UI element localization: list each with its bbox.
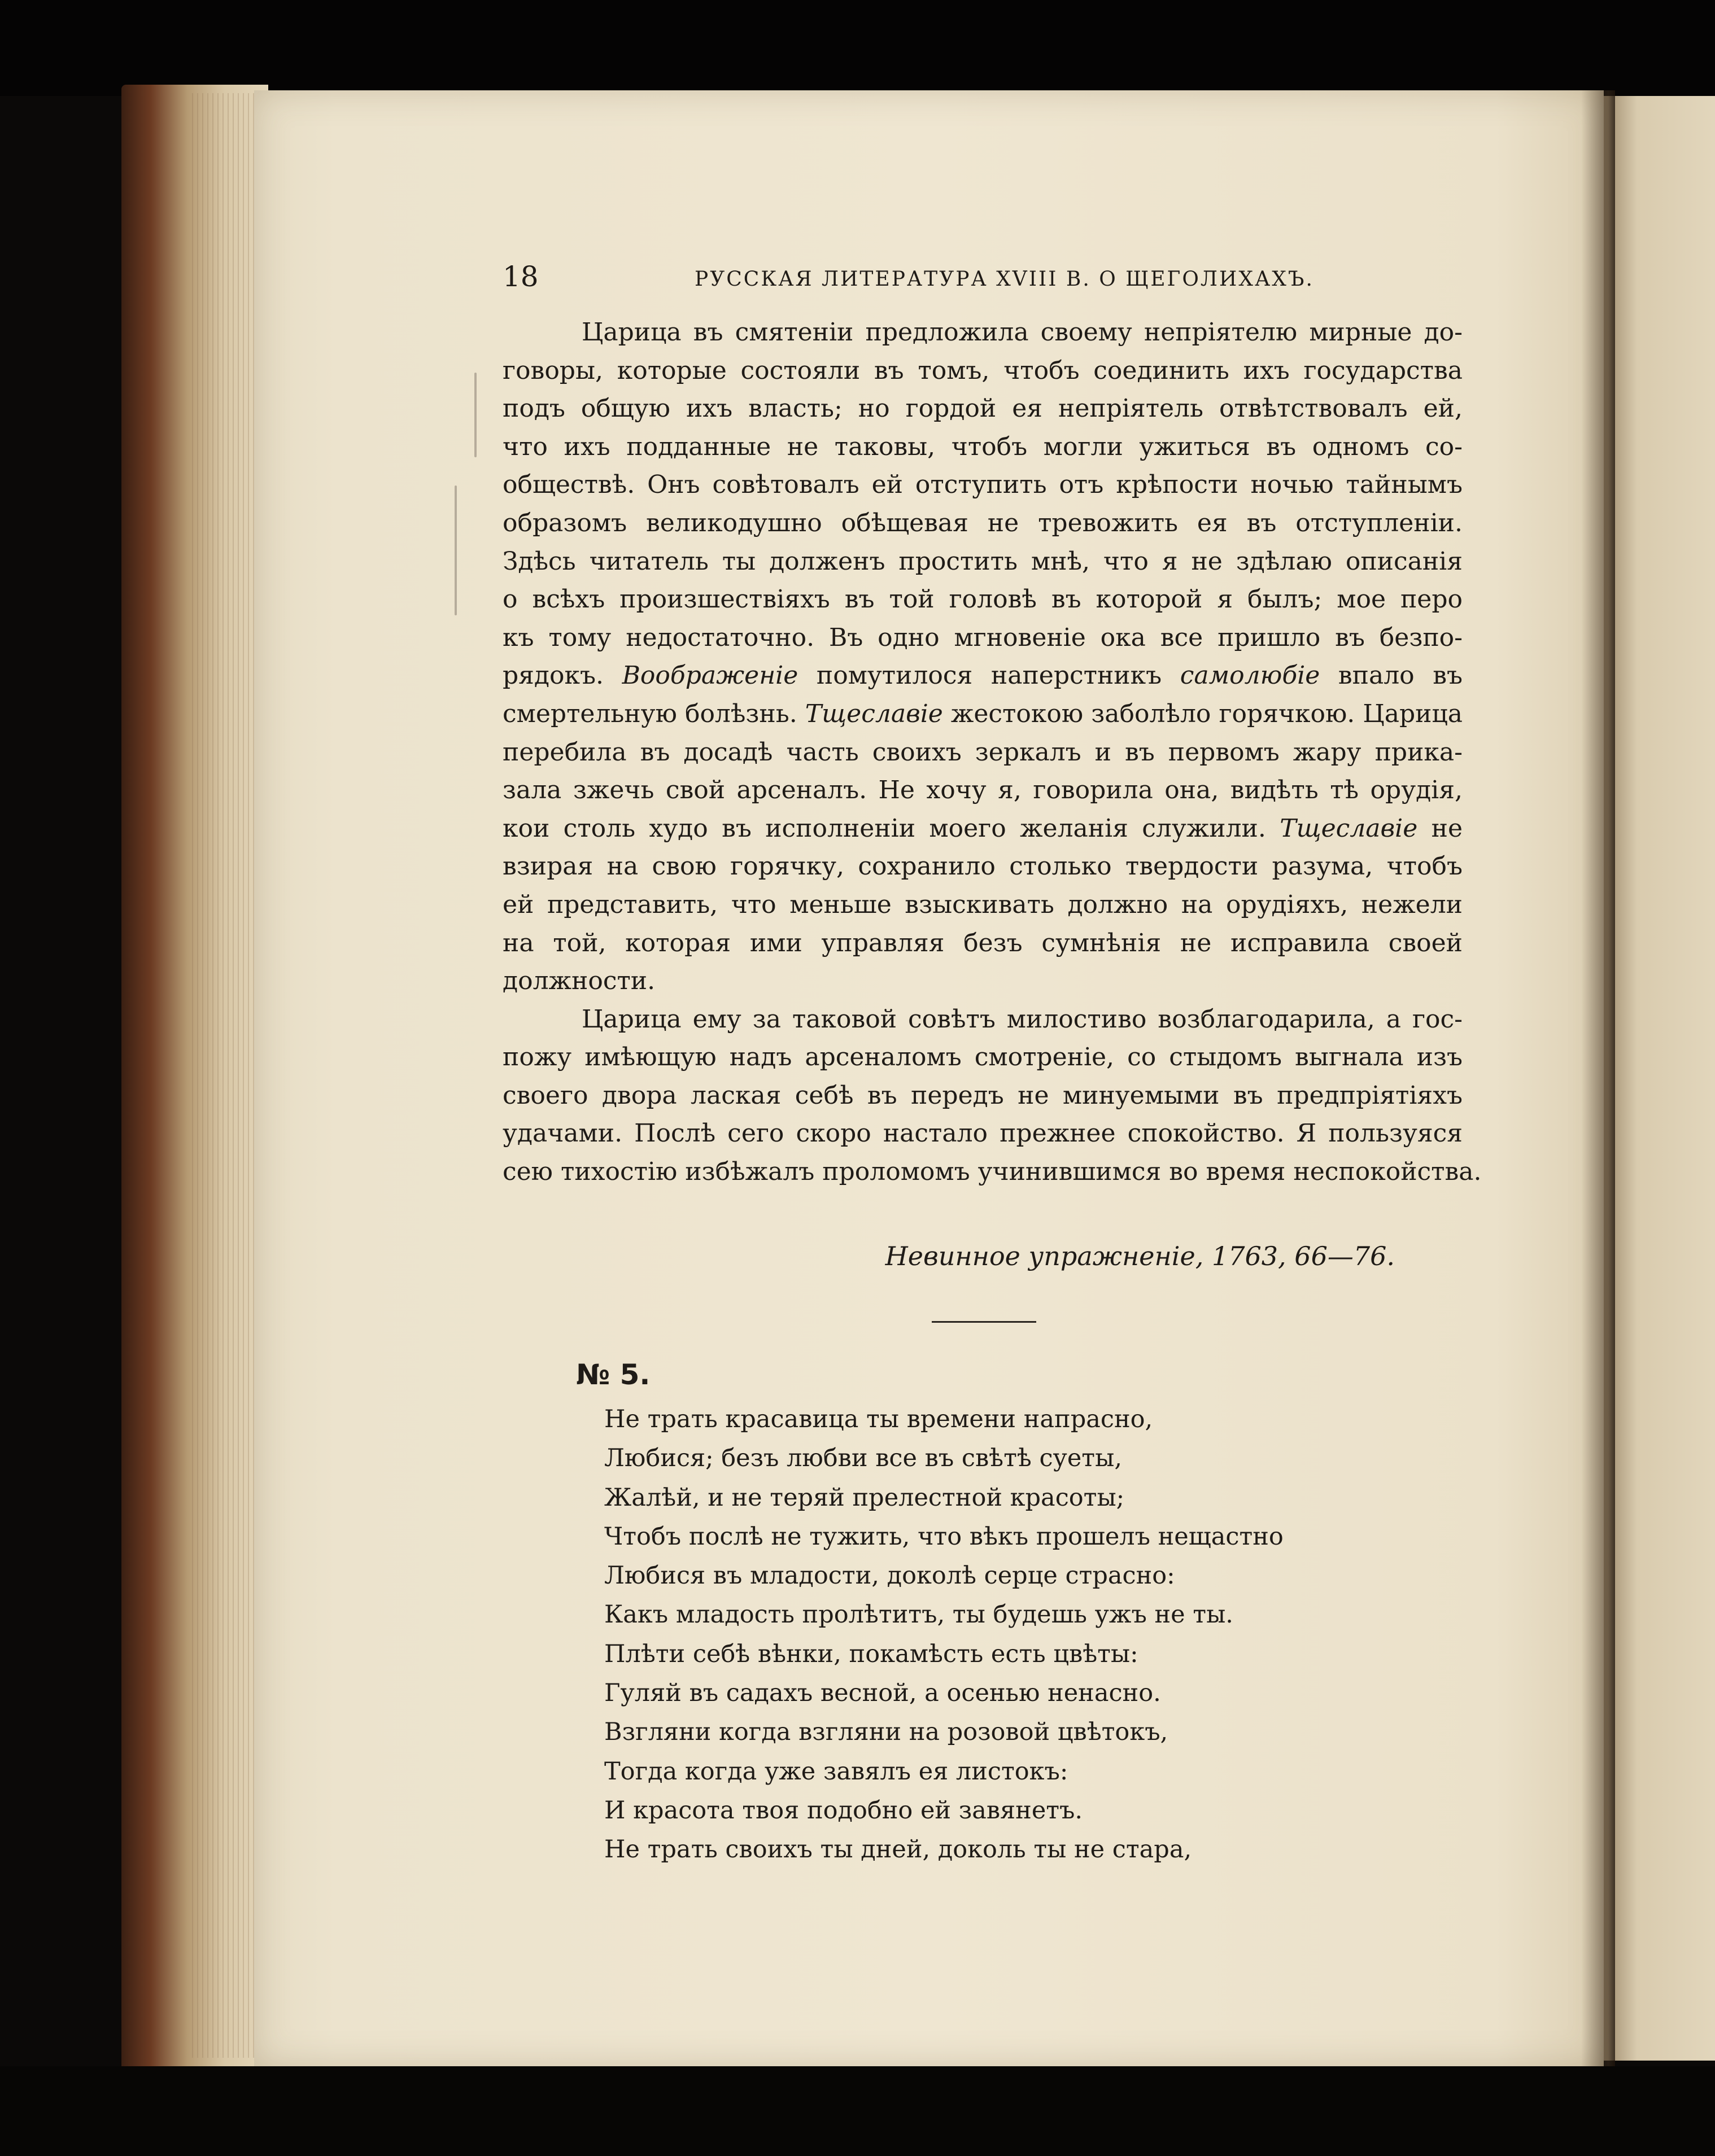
verse-line: Какъ младость пролѣтитъ, ты будешь ужъ не ты. [604, 1600, 1233, 1629]
text-line [503, 695, 1463, 733]
text-line: зала зжечь свой арсеналъ. Не хочу я, говорила она, видѣть тѣ орудія, [503, 776, 1463, 805]
text-line: говоры, которые состояли въ томъ, чтобъ соединить ихъ государства [503, 356, 1463, 385]
verse-line: Не трать своихъ ты дней, доколь ты не стара, [604, 1835, 1192, 1864]
text-line: обществѣ. Онъ совѣтовалъ ей отступить отъ крѣпости ночью тайнымъ [503, 470, 1463, 500]
verse-line: Любися; безъ любви все въ свѣтѣ суеты, [604, 1444, 1122, 1473]
text-line: должности. [503, 967, 656, 996]
prose-text [503, 313, 1482, 1191]
verse-line: Плѣти себѣ вѣнки, покамѣсть есть цвѣты: [604, 1639, 1138, 1668]
italic-term: самолюбіе [1180, 661, 1320, 690]
text-line: взирая на свою горячку, сохранило столько твердости разума, чтобъ [503, 852, 1463, 881]
text-run: смертельную болѣзнь. [503, 699, 805, 728]
pencil-mark [474, 373, 477, 457]
dark-backdrop [0, 0, 1715, 96]
text-line: на той, которая ими управляя безъ сумнѣнія не исправила своей [503, 928, 1463, 957]
italic-term: Тщеславіе [1280, 814, 1418, 843]
text-run: рядокъ. [503, 661, 622, 690]
dark-backdrop-bottom [0, 2066, 1715, 2156]
pencil-mark [455, 486, 457, 615]
text-run: впало въ [1320, 661, 1463, 690]
text-line: образомъ великодушно обѣщевая не тревожить ея въ отступленіи. [503, 508, 1463, 537]
text-run: помутилося наперстникъ [798, 661, 1180, 690]
text-line [503, 810, 1463, 848]
verse-line: Взгляни когда взгляни на розовой цвѣтокъ, [604, 1718, 1168, 1747]
verse-line: И красота твоя подобно ей завянетъ. [604, 1796, 1083, 1825]
page-number: 18 [503, 260, 539, 293]
text-line: своего двора лаская себѣ въ передъ не минуемыми въ предпріятіяхъ [503, 1081, 1463, 1110]
section-divider [932, 1321, 1036, 1323]
verse-line: Чтобъ послѣ не тужить, что вѣкъ прошелъ нещастно [604, 1522, 1284, 1551]
text-run: жестокою заболѣло горячкою. Царица [942, 699, 1463, 728]
facing-page-edge [1604, 96, 1715, 2061]
verse-line: Жалѣй, и не теряй прелестной красоты; [604, 1483, 1125, 1512]
text-line: что ихъ подданные не таковы, чтобъ могли ужиться въ одномъ со- [503, 432, 1463, 461]
running-title: РУССКАЯ ЛИТЕРАТУРА XVIII В. О ЩЕГОЛИХАХЪ. [695, 268, 1314, 291]
text-line: ей представить, что меньше взыскивать должно на орудіяхъ, нежели [503, 890, 1463, 919]
gutter-shadow [1581, 90, 1615, 2066]
text-line: о всѣхъ произшествіяхъ въ той головѣ въ которой я былъ; мое перо [503, 585, 1463, 614]
text-line: перебила въ досадѣ часть своихъ зеркалъ и въ первомъ жару прика- [503, 737, 1463, 767]
verse-line: Любися въ младости, доколѣ серце страсно: [604, 1562, 1175, 1590]
text-line: Царица въ смятеніи предложила своему непріятелю мирные до- [582, 318, 1463, 347]
source-attribution: Невинное упражненіе, 1763, 66—76. [885, 1241, 1395, 1271]
text-line: сею тихостію избѣжалъ проломомъ учинившимся во время неспокойства. [503, 1157, 1482, 1187]
text-line: подъ общую ихъ власть; но гордой ея непріятель отвѣтствовалъ ей, [503, 394, 1463, 423]
verse-line: Гуляй въ садахъ весной, а осенью ненасно. [604, 1679, 1161, 1708]
italic-term: Воображеніе [622, 661, 798, 690]
section-number: № 5. [576, 1358, 651, 1391]
text-line: пожу имѣющую надъ арсеналомъ смотреніе, со стыдомъ выгнала изъ [503, 1043, 1463, 1072]
verse-line: Тогда когда уже завялъ ея листокъ: [604, 1757, 1068, 1786]
text-line: къ тому недостаточно. Въ одно мгновеніе ока все пришло въ безпо- [503, 623, 1463, 652]
text-line: Здѣсь читатель ты долженъ простить мнѣ, что я не здѣлаю описанія [503, 546, 1463, 576]
text-line: Царица ему за таковой совѣтъ милостиво возблагодарила, а гос- [582, 1004, 1463, 1034]
italic-term: Тщеславіе [805, 699, 943, 728]
text-run: не [1417, 814, 1463, 843]
text-run: кои столь худо въ исполненіи моего желанія служили. [503, 814, 1280, 843]
text-line: удачами. Послѣ сего скоро настало прежнее спокойство. Я пользуяся [503, 1119, 1463, 1148]
poem [604, 1400, 1395, 1870]
verse-line: Не трать красавица ты времени напрасно, [604, 1405, 1153, 1433]
text-line [503, 657, 1463, 695]
